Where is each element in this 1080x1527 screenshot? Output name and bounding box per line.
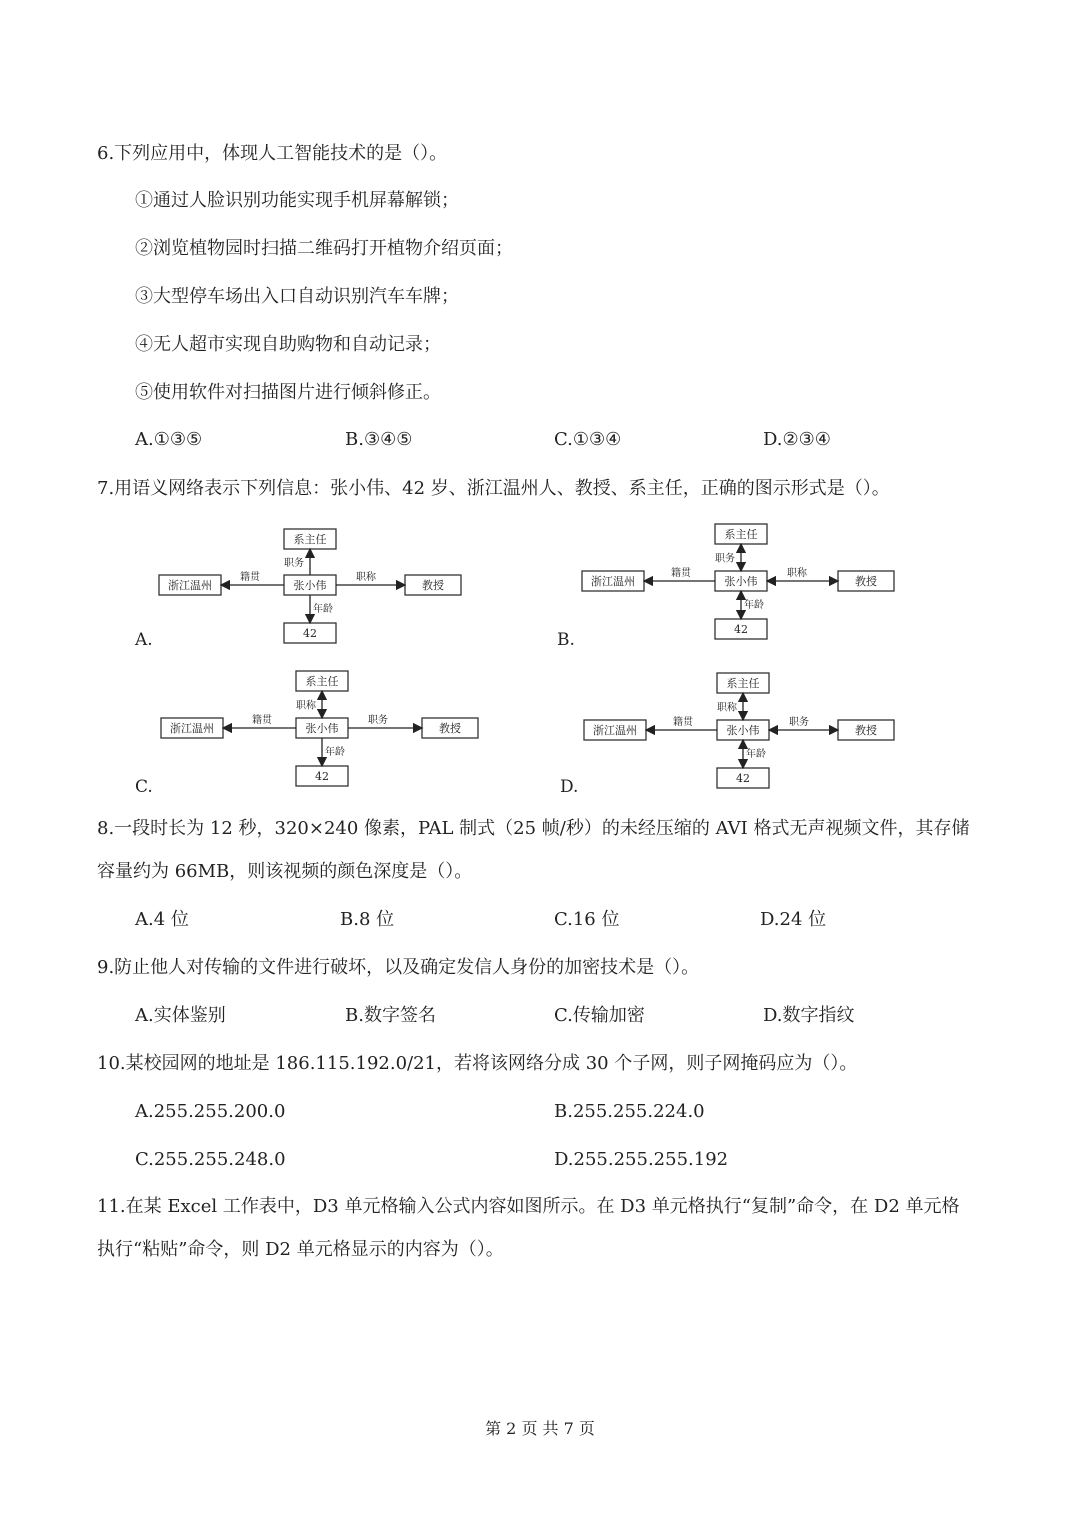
diag-c-top-label: 系主任 (305, 675, 339, 688)
diag-c-rel-top: 职称 (296, 700, 316, 712)
q10-option-b: B.255.255.224.0 (554, 1101, 705, 1122)
diag-d-bottom-label: 42 (736, 772, 750, 785)
diag-b-rel-top: 职务 (715, 553, 735, 565)
q9-option-d: D.数字指纹 (763, 1005, 855, 1026)
diag-c-rel-age: 年龄 (325, 747, 345, 758)
q7-label-d: D. (560, 777, 579, 797)
diag-b-center-label: 张小伟 (724, 575, 758, 588)
q8-stem-line2: 容量约为 66MB，则该视频的颜色深度是（）。 (97, 861, 473, 882)
diag-a-rel-origin: 籍贯 (240, 572, 260, 583)
diag-b-bottom-label: 42 (734, 623, 748, 636)
diag-b-right-label: 教授 (855, 575, 877, 588)
diag-c-rel-origin: 籍贯 (252, 715, 272, 726)
diag-a-left-label: 浙江温州 (168, 579, 212, 592)
diag-a-center-label: 张小伟 (293, 579, 327, 592)
diag-b-top-label: 系主任 (724, 528, 758, 541)
diag-d-rel-top: 职称 (717, 702, 737, 714)
q7-stem: 7.用语义网络表示下列信息：张小伟、42 岁、浙江温州人、教授、系主任，正确的图示形式是（）。 (97, 478, 890, 499)
page-footer: 第 2 页 共 7 页 (485, 1419, 595, 1438)
semantic-network-b (578, 518, 898, 645)
diag-d-center-label: 张小伟 (726, 724, 760, 737)
diag-d-rel-right: 职务 (789, 717, 809, 728)
diag-c-bottom-label: 42 (315, 770, 329, 783)
q10-option-d: D.255.255.255.192 (554, 1149, 729, 1170)
q11-stem-line1: 11.在某 Excel 工作表中，D3 单元格输入公式内容如图所示。在 D3 单元格执行“复制”命令，在 D2 单元格 (97, 1196, 960, 1217)
q9-option-a: A.实体鉴别 (135, 1005, 226, 1026)
q10-option-c: C.255.255.248.0 (135, 1149, 286, 1170)
q7-label-c: C. (135, 777, 153, 797)
q6-option-c: C.①③④ (554, 429, 622, 450)
q6-option-b: B.③④⑤ (345, 429, 413, 450)
q6-item-3: ③大型停车场出入口自动识别汽车车牌； (135, 286, 459, 307)
q6-stem: 6.下列应用中，体现人工智能技术的是（）。 (97, 143, 448, 164)
diag-d-right-label: 教授 (855, 724, 877, 737)
diag-d-rel-origin: 籍贯 (673, 717, 693, 728)
diag-d-rel-age: 年龄 (746, 749, 766, 760)
diag-b-left-label: 浙江温州 (591, 575, 635, 588)
diag-b-rel-origin: 籍贯 (671, 568, 691, 579)
diag-b-rel-right: 职称 (787, 568, 807, 579)
q8-option-c: C.16 位 (554, 909, 620, 930)
q6-item-1: ①通过人脸识别功能实现手机屏幕解锁； (135, 190, 459, 211)
diag-d-left-label: 浙江温州 (593, 724, 637, 737)
q8-stem-line1: 8.一段时长为 12 秒，320×240 像素，PAL 制式（25 帧/秒）的未经压缩的 AVI 格式无声视频文件，其存储 (97, 818, 970, 839)
diag-d-top-label: 系主任 (726, 677, 760, 690)
diag-a-top-label: 系主任 (293, 533, 327, 546)
diag-a-rel-age: 年龄 (313, 604, 333, 615)
q6-option-a: A.①③⑤ (135, 429, 203, 450)
q10-stem: 10.某校园网的地址是 186.115.192.0/21，若将该网络分成 30 个子网，则子网掩码应为（）。 (97, 1053, 858, 1074)
diag-c-center-label: 张小伟 (305, 722, 339, 735)
q9-option-b: B.数字签名 (345, 1005, 436, 1026)
q8-option-b: B.8 位 (340, 909, 395, 930)
diag-c-left-label: 浙江温州 (170, 722, 214, 735)
diag-a-bottom-label: 42 (303, 627, 317, 640)
q6-item-5: ⑤使用软件对扫描图片进行倾斜修正。 (135, 382, 441, 403)
semantic-network-d (580, 667, 898, 794)
q10-option-a: A.255.255.200.0 (135, 1101, 286, 1122)
semantic-network-a (155, 523, 465, 648)
diag-c-right-label: 教授 (439, 722, 461, 735)
semantic-network-c (157, 665, 482, 792)
q11-stem-line2: 执行“粘贴”命令，则 D2 单元格显示的内容为（）。 (97, 1239, 504, 1260)
q6-option-d: D.②③④ (763, 429, 831, 450)
diag-a-rel-top: 职务 (284, 558, 304, 569)
q9-stem: 9.防止他人对传输的文件进行破坏，以及确定发信人身份的加密技术是（）。 (97, 957, 700, 978)
diag-a-rel-right: 职称 (356, 572, 376, 583)
q9-option-c: C.传输加密 (554, 1005, 645, 1026)
q6-item-2: ②浏览植物园时扫描二维码打开植物介绍页面； (135, 238, 513, 259)
q7-label-a: A. (135, 630, 153, 650)
q8-option-a: A.4 位 (135, 909, 189, 930)
diag-b-rel-age: 年龄 (744, 600, 764, 611)
q6-item-4: ④无人超市实现自助购物和自动记录； (135, 334, 441, 355)
diag-a-right-label: 教授 (422, 579, 444, 592)
q7-label-b: B. (557, 630, 575, 650)
diag-c-rel-right: 职务 (368, 715, 388, 726)
q8-option-d: D.24 位 (760, 909, 827, 930)
